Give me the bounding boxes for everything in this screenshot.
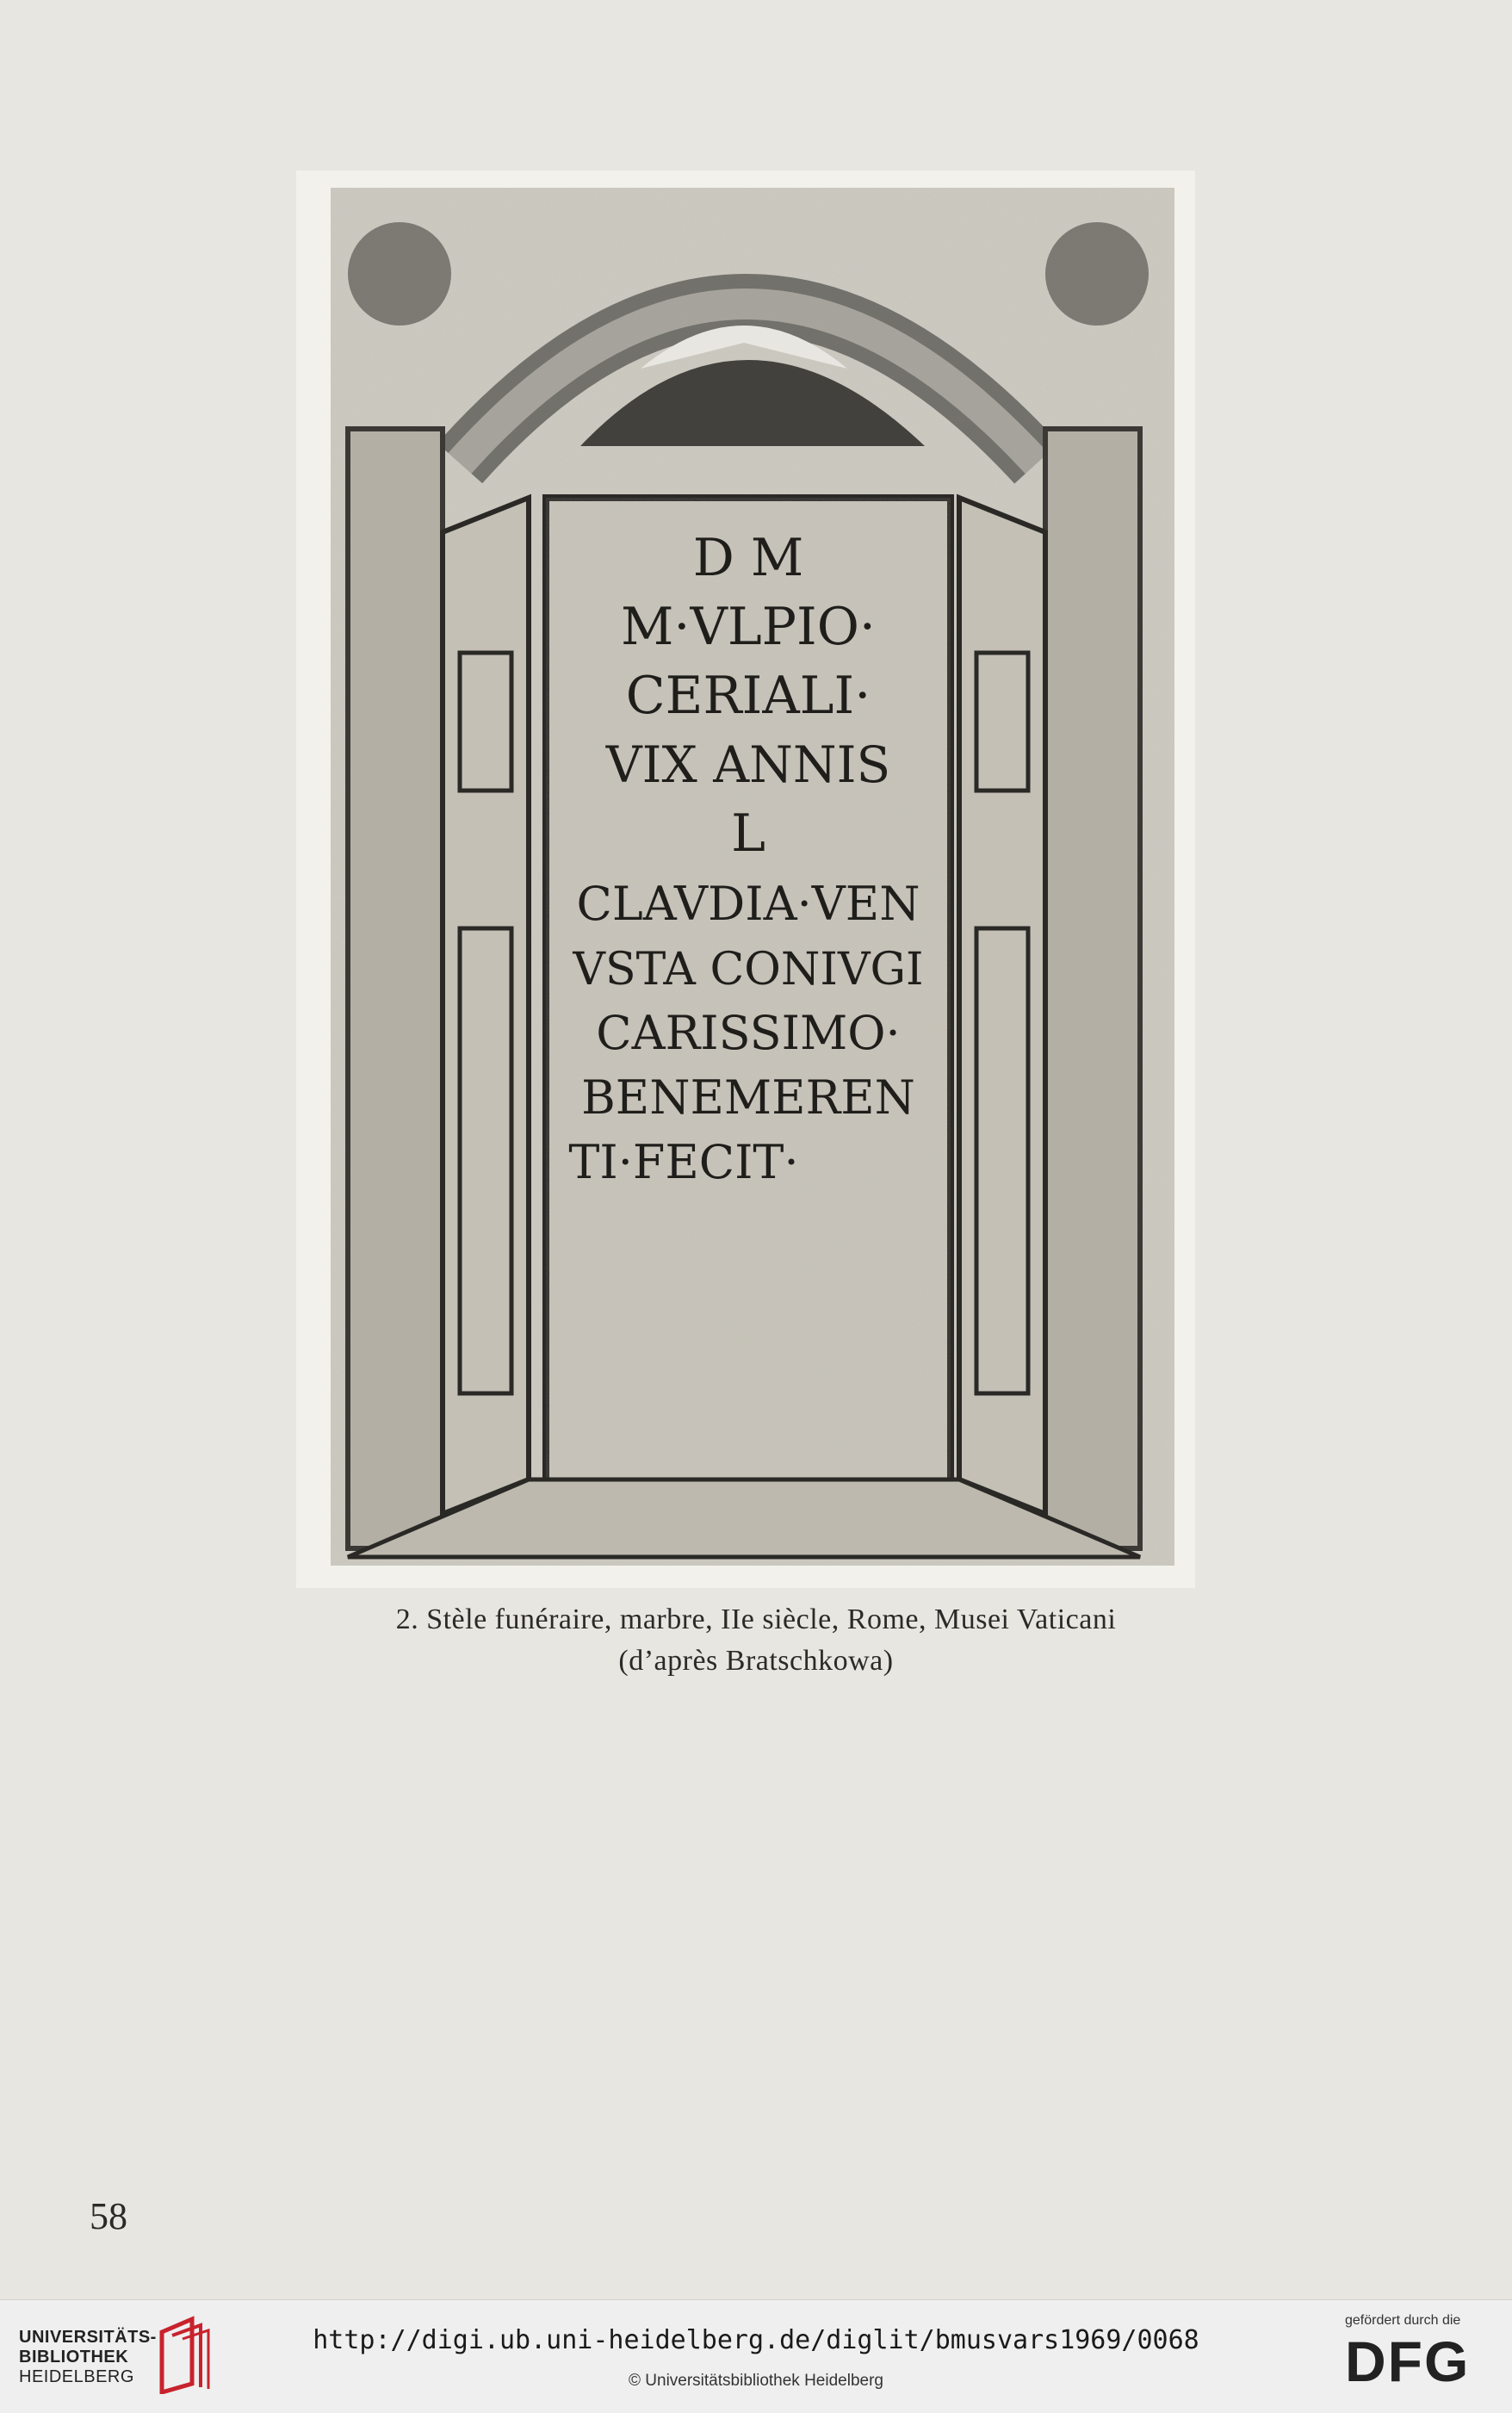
left-door-panel bbox=[443, 498, 529, 1514]
inscription-line: CARISSIMO· bbox=[596, 1006, 901, 1060]
page-number: 58 bbox=[90, 2195, 127, 2237]
inscription-line: BENEMEREN bbox=[581, 1070, 915, 1125]
figure-caption: 2. Stèle funéraire, marbre, IIe siècle, Rome, Musei Vaticani bbox=[395, 1603, 1117, 1635]
inscription-line: M·VLPIO· bbox=[620, 597, 877, 657]
library-name-line2: BIBLIOTHEK bbox=[19, 2348, 129, 2366]
inscription-line: TI·FECIT· bbox=[568, 1135, 799, 1189]
figure-caption-credit: (d’après Bratschkowa) bbox=[618, 1645, 894, 1677]
right-acroterion bbox=[1045, 222, 1149, 326]
library-name-line3: HEIDELBERG bbox=[19, 2367, 134, 2386]
permalink-url[interactable]: http://digi.ub.uni-heidelberg.de/diglit/bmusvars1969/0068 bbox=[313, 2325, 1199, 2355]
stele-illustration bbox=[296, 171, 1195, 1588]
inscription-line: VIX ANNIS bbox=[605, 735, 891, 794]
left-pillar bbox=[348, 429, 443, 1548]
library-name-line1: UNIVERSITÄTS- bbox=[19, 2328, 157, 2347]
right-pillar bbox=[1045, 429, 1140, 1548]
inscription-line: L bbox=[731, 803, 765, 864]
inscription-line: CLAVDIA·VEN bbox=[576, 877, 920, 931]
right-door-panel bbox=[959, 498, 1045, 1514]
stele-photograph bbox=[296, 171, 1195, 1588]
inscription-line: VSTA CONIVGI bbox=[573, 944, 924, 996]
copyright-notice: © Universitätsbibliothek Heidelberg bbox=[629, 2372, 883, 2390]
inscription-line: D M bbox=[692, 528, 804, 588]
dfg-funding-note: gefördert durch die bbox=[1345, 2313, 1461, 2328]
inscription-line: CERIALI· bbox=[625, 666, 871, 726]
left-acroterion bbox=[348, 222, 451, 326]
footer-bar bbox=[0, 2299, 1512, 2413]
dfg-logo: DFG bbox=[1345, 2329, 1471, 2393]
